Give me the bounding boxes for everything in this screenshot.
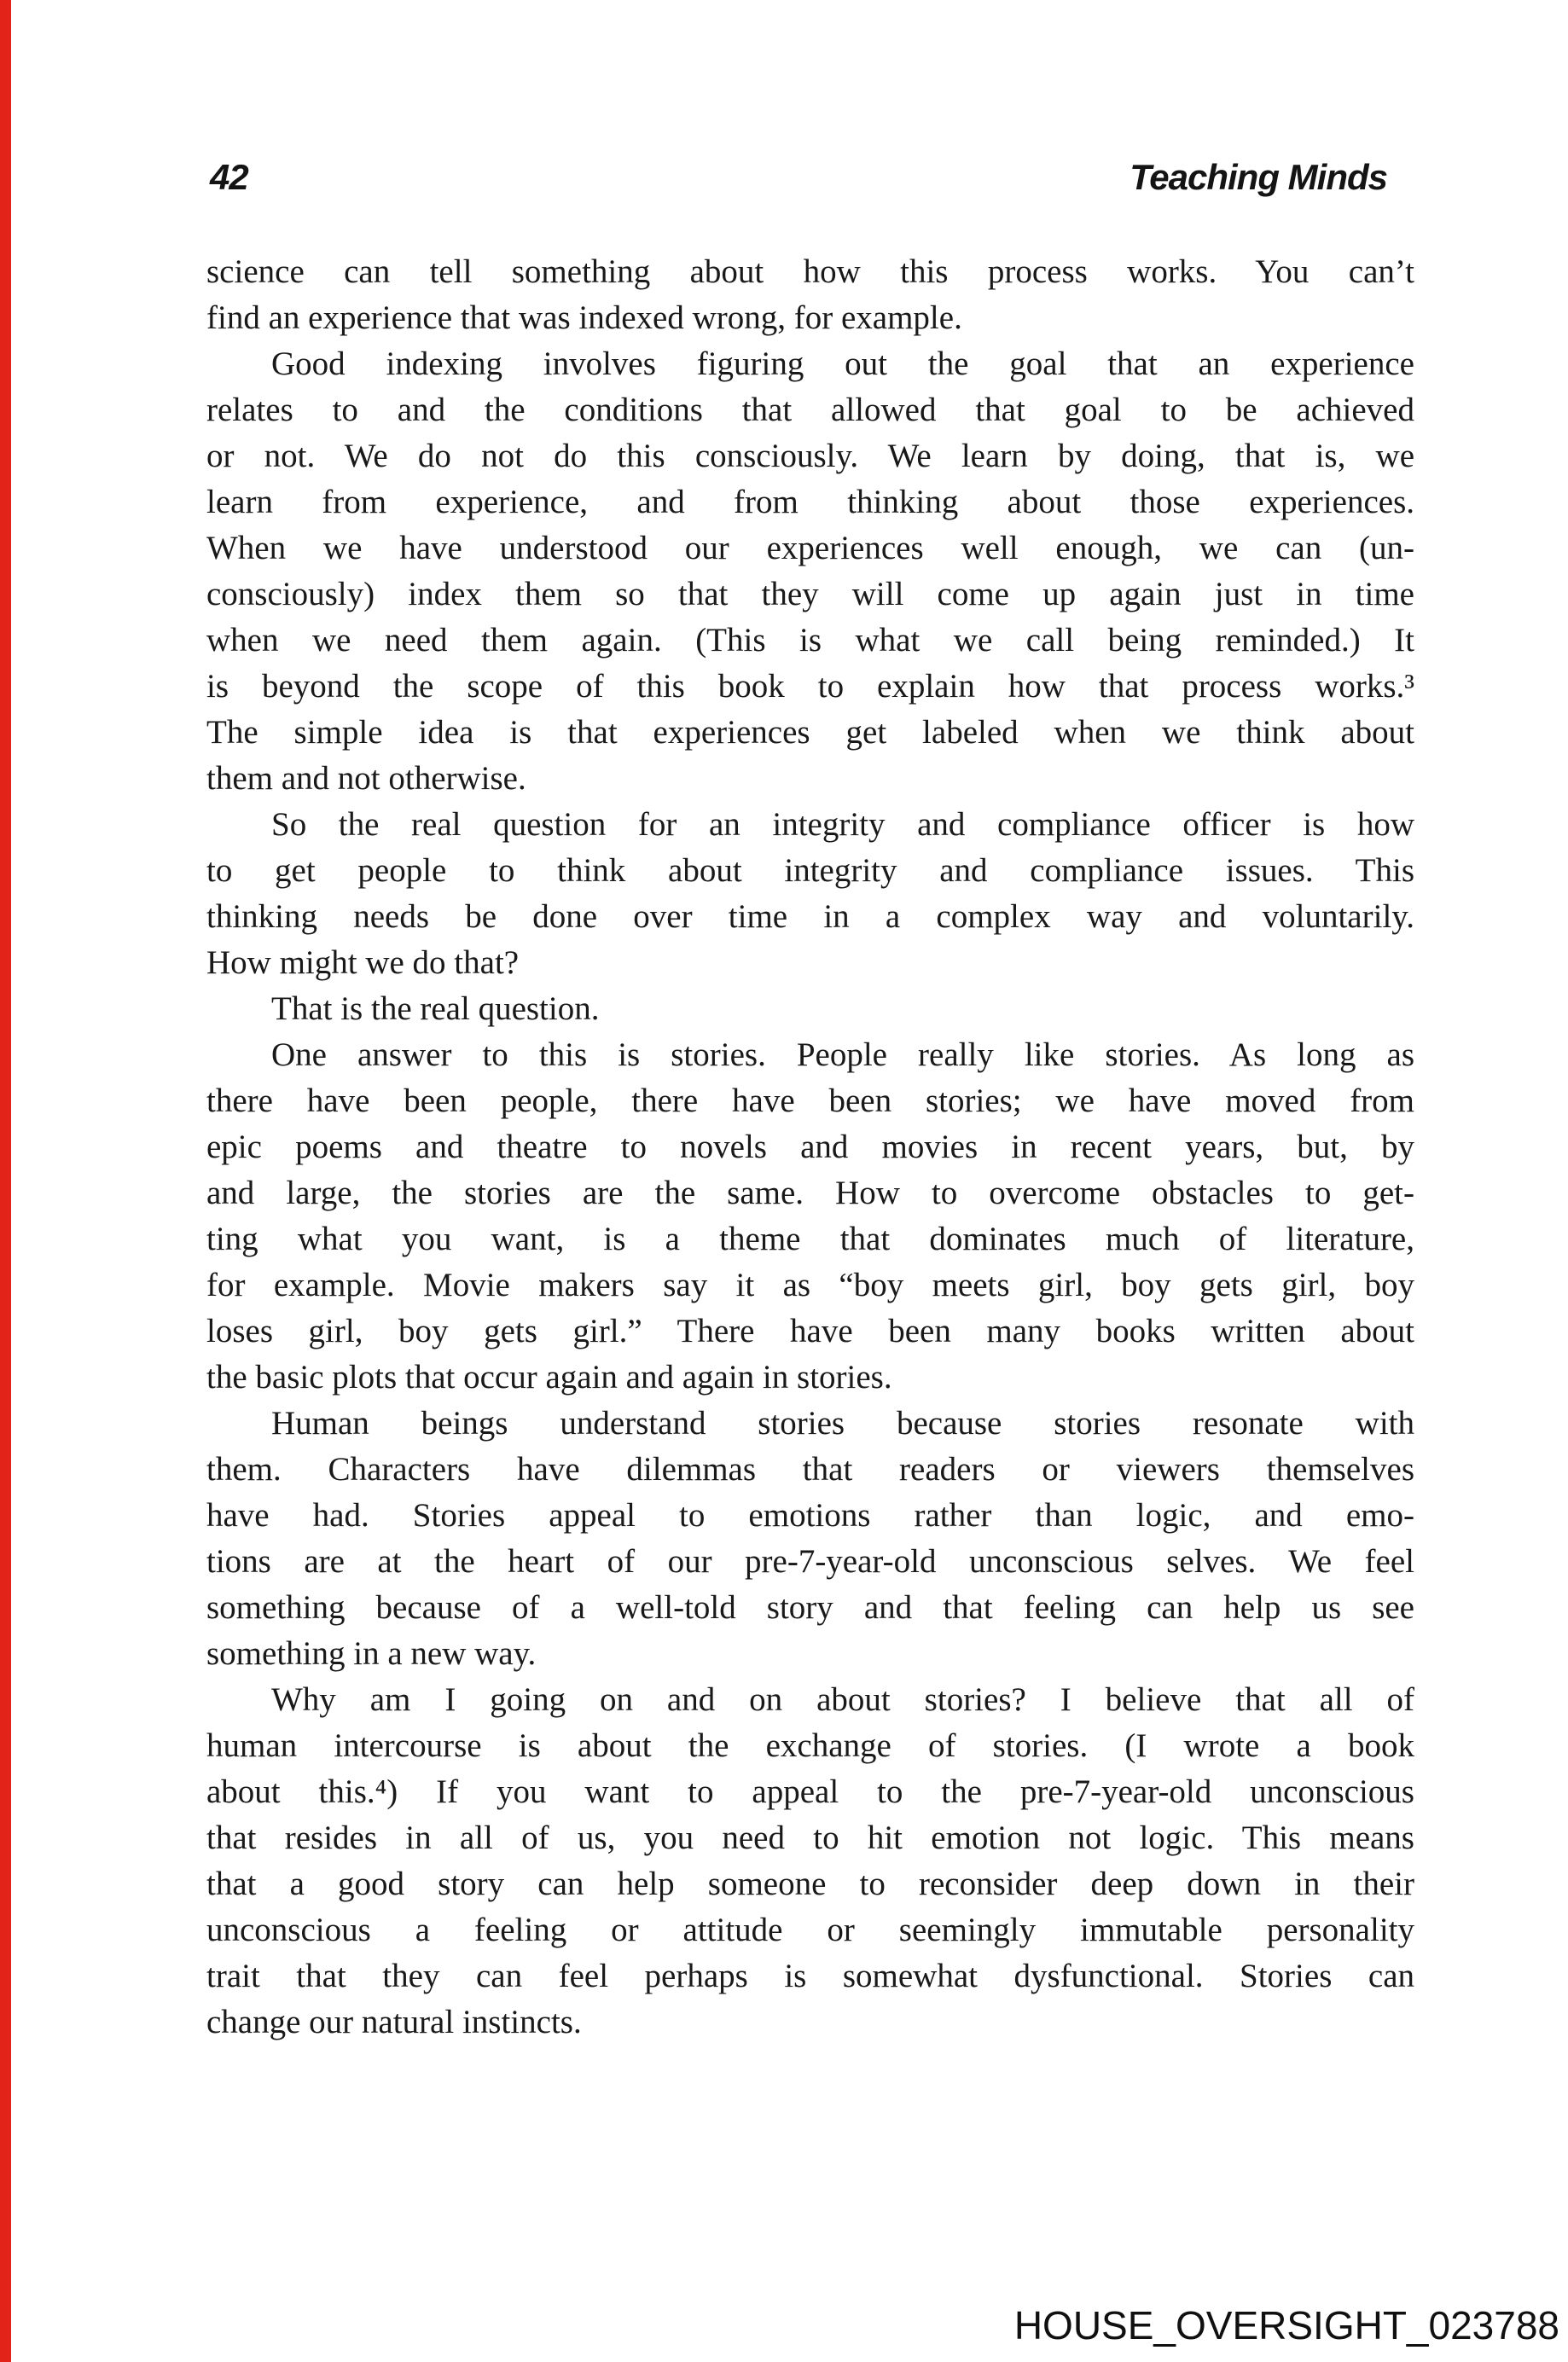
text-line: learn from experience, and from thinking about those experiences. <box>206 484 1414 520</box>
text-line: for example. Movie makers say it as “boy meets girl, boy gets girl, boy <box>206 1267 1414 1303</box>
text-line: them and not otherwise. <box>206 760 526 797</box>
text-line: thinking needs be done over time in a complex way and voluntarily. <box>206 898 1414 935</box>
text-line: there have been people, there have been stories; we have moved from <box>206 1082 1414 1119</box>
running-title: Teaching Minds <box>1130 157 1387 197</box>
text-line: The simple idea is that experiences get labeled when we think about <box>206 714 1414 751</box>
text-line: Human beings understand stories because stories resonate with <box>271 1405 1414 1442</box>
text-line: about this.⁴) If you want to appeal to the pre-7-year-old unconscious <box>206 1773 1414 1810</box>
text-line: epic poems and theatre to novels and movies in recent years, but, by <box>206 1129 1414 1165</box>
text-line: is beyond the scope of this book to explain how that process works.³ <box>206 668 1414 705</box>
text-line: That is the real question. <box>271 990 600 1027</box>
text-line: or not. We do not do this consciously. We learn by doing, that is, we <box>206 438 1414 474</box>
bates-number: HOUSE_OVERSIGHT_023788 <box>1013 2303 1559 2347</box>
text-line: to get people to think about integrity and compliance issues. This <box>206 852 1414 889</box>
body-text <box>206 249 1414 2046</box>
text-line: that resides in all of us, you need to hit emotion not logic. This means <box>206 1819 1414 1856</box>
text-line: something in a new way. <box>206 1635 537 1672</box>
text-line: when we need them again. (This is what we call being reminded.) It <box>206 622 1414 659</box>
text-line: science can tell something about how this process works. You can’t <box>206 253 1414 290</box>
text-line: How might we do that? <box>206 944 520 981</box>
text-line: Good indexing involves figuring out the goal that an experience <box>271 345 1414 382</box>
text-line: relates to and the conditions that allowed that goal to be achieved <box>206 392 1414 428</box>
text-line: One answer to this is stories. People really like stories. As long as <box>271 1036 1414 1073</box>
text-line: loses girl, boy gets girl.” There have been many books written about <box>206 1313 1414 1349</box>
running-header <box>210 157 1387 198</box>
text-line: human intercourse is about the exchange of stories. (I wrote a book <box>206 1727 1414 1764</box>
text-line: When we have understood our experiences well enough, we can (un- <box>206 530 1414 566</box>
text-line: So the real question for an integrity and compliance officer is how <box>271 806 1414 843</box>
text-line: and large, the stories are the same. How to overcome obstacles to get- <box>206 1175 1414 1211</box>
text-line: change our natural instincts. <box>206 2004 582 2040</box>
text-line: Why am I going on and on about stories? I believe that all of <box>271 1681 1414 1718</box>
text-line: the basic plots that occur again and again in stories. <box>206 1359 892 1396</box>
text-line: unconscious a feeling or attitude or seemingly immutable personality <box>206 1912 1414 1948</box>
text-line: ting what you want, is a theme that dominates much of literature, <box>206 1221 1414 1257</box>
scan-edge-stripe <box>0 0 11 2362</box>
text-line: have had. Stories appeal to emotions rather than logic, and emo- <box>206 1497 1414 1534</box>
text-line: something because of a well-told story and that feeling can help us see <box>206 1589 1414 1626</box>
text-line: trait that they can feel perhaps is somewhat dysfunctional. Stories can <box>206 1958 1414 1994</box>
page-number: 42 <box>210 157 248 197</box>
text-line: find an experience that was indexed wrong, for example. <box>206 299 962 336</box>
text-line: that a good story can help someone to reconsider deep down in their <box>206 1866 1414 1902</box>
text-line: them. Characters have dilemmas that readers or viewers themselves <box>206 1451 1414 1488</box>
text-line: consciously) index them so that they will come up again just in time <box>206 576 1414 612</box>
text-line: tions are at the heart of our pre-7-year-old unconscious selves. We feel <box>206 1543 1414 1580</box>
